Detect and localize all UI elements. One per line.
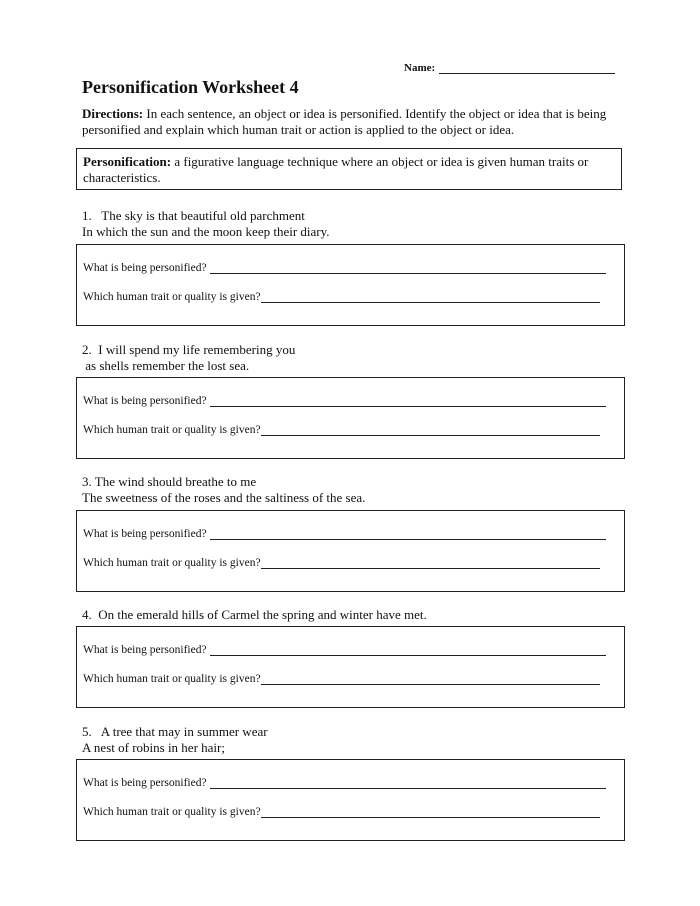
- item-1-trait-row[interactable]: [83, 291, 600, 303]
- item-4-prompt: [82, 607, 427, 623]
- trait-answer-line[interactable]: [261, 807, 600, 818]
- definition-text: a figurative language technique where an object or idea is given human traits or characteristics.: [83, 154, 589, 185]
- name-line[interactable]: [439, 63, 615, 74]
- item-1-personified-row[interactable]: [83, 262, 606, 274]
- item-4-line-1: 4. On the emerald hills of Carmel the spring and winter have met.: [82, 607, 427, 622]
- trait-label: Which human trait or quality is given?: [83, 291, 261, 303]
- directions-label: Directions:: [82, 106, 144, 121]
- directions: [82, 106, 622, 138]
- item-2-prompt: [82, 342, 295, 374]
- worksheet-title: Personification Worksheet 4: [82, 77, 299, 97]
- personified-label: What is being personified?: [83, 395, 207, 407]
- directions-text: In each sentence, an object or idea is personified. Identify the object or idea that is being personified and explain which human trait or action is applied to the object or idea.: [82, 106, 607, 137]
- item-3-personified-row[interactable]: [83, 528, 606, 540]
- personified-answer-line[interactable]: [210, 529, 606, 540]
- item-3-trait-row[interactable]: [83, 557, 600, 569]
- item-2-answer-box: [76, 377, 625, 459]
- personified-answer-line[interactable]: [210, 263, 606, 274]
- item-5-line-1: 5. A tree that may in summer wear: [82, 724, 268, 739]
- item-1-line-1: 1. The sky is that beautiful old parchment: [82, 208, 305, 223]
- personified-label: What is being personified?: [83, 777, 207, 789]
- personified-label: What is being personified?: [83, 528, 207, 540]
- item-4-answer-box: [76, 626, 625, 708]
- trait-label: Which human trait or quality is given?: [83, 806, 261, 818]
- definition-box: [76, 148, 622, 190]
- trait-answer-line[interactable]: [261, 558, 600, 569]
- item-3-answer-box: [76, 510, 625, 592]
- name-field[interactable]: [404, 62, 615, 74]
- item-5-trait-row[interactable]: [83, 806, 600, 818]
- item-3-line-2: The sweetness of the roses and the saltiness of the sea.: [82, 490, 366, 505]
- item-2-personified-row[interactable]: [83, 395, 606, 407]
- item-5-line-2: A nest of robins in her hair;: [82, 740, 225, 755]
- item-4-personified-row[interactable]: [83, 644, 606, 656]
- definition-term: Personification:: [83, 154, 172, 169]
- personified-label: What is being personified?: [83, 644, 207, 656]
- name-label: Name:: [404, 62, 436, 74]
- item-4-trait-row[interactable]: [83, 673, 600, 685]
- item-5-prompt: [82, 724, 268, 756]
- personified-answer-line[interactable]: [210, 396, 606, 407]
- item-1-prompt: [82, 208, 330, 240]
- item-2-line-2: as shells remember the lost sea.: [82, 358, 250, 373]
- personified-answer-line[interactable]: [210, 645, 606, 656]
- item-5-personified-row[interactable]: [83, 777, 606, 789]
- item-5-answer-box: [76, 759, 625, 841]
- item-3-prompt: [82, 474, 365, 506]
- trait-answer-line[interactable]: [261, 292, 600, 303]
- item-1-line-2: In which the sun and the moon keep their diary.: [82, 224, 330, 239]
- trait-label: Which human trait or quality is given?: [83, 557, 261, 569]
- trait-label: Which human trait or quality is given?: [83, 424, 261, 436]
- item-2-trait-row[interactable]: [83, 424, 600, 436]
- item-3-line-1: 3. The wind should breathe to me: [82, 474, 257, 489]
- personified-label: What is being personified?: [83, 262, 207, 274]
- personified-answer-line[interactable]: [210, 778, 606, 789]
- trait-answer-line[interactable]: [261, 425, 600, 436]
- item-1-answer-box: [76, 244, 625, 326]
- item-2-line-1: 2. I will spend my life remembering you: [82, 342, 296, 357]
- trait-label: Which human trait or quality is given?: [83, 673, 261, 685]
- trait-answer-line[interactable]: [261, 674, 600, 685]
